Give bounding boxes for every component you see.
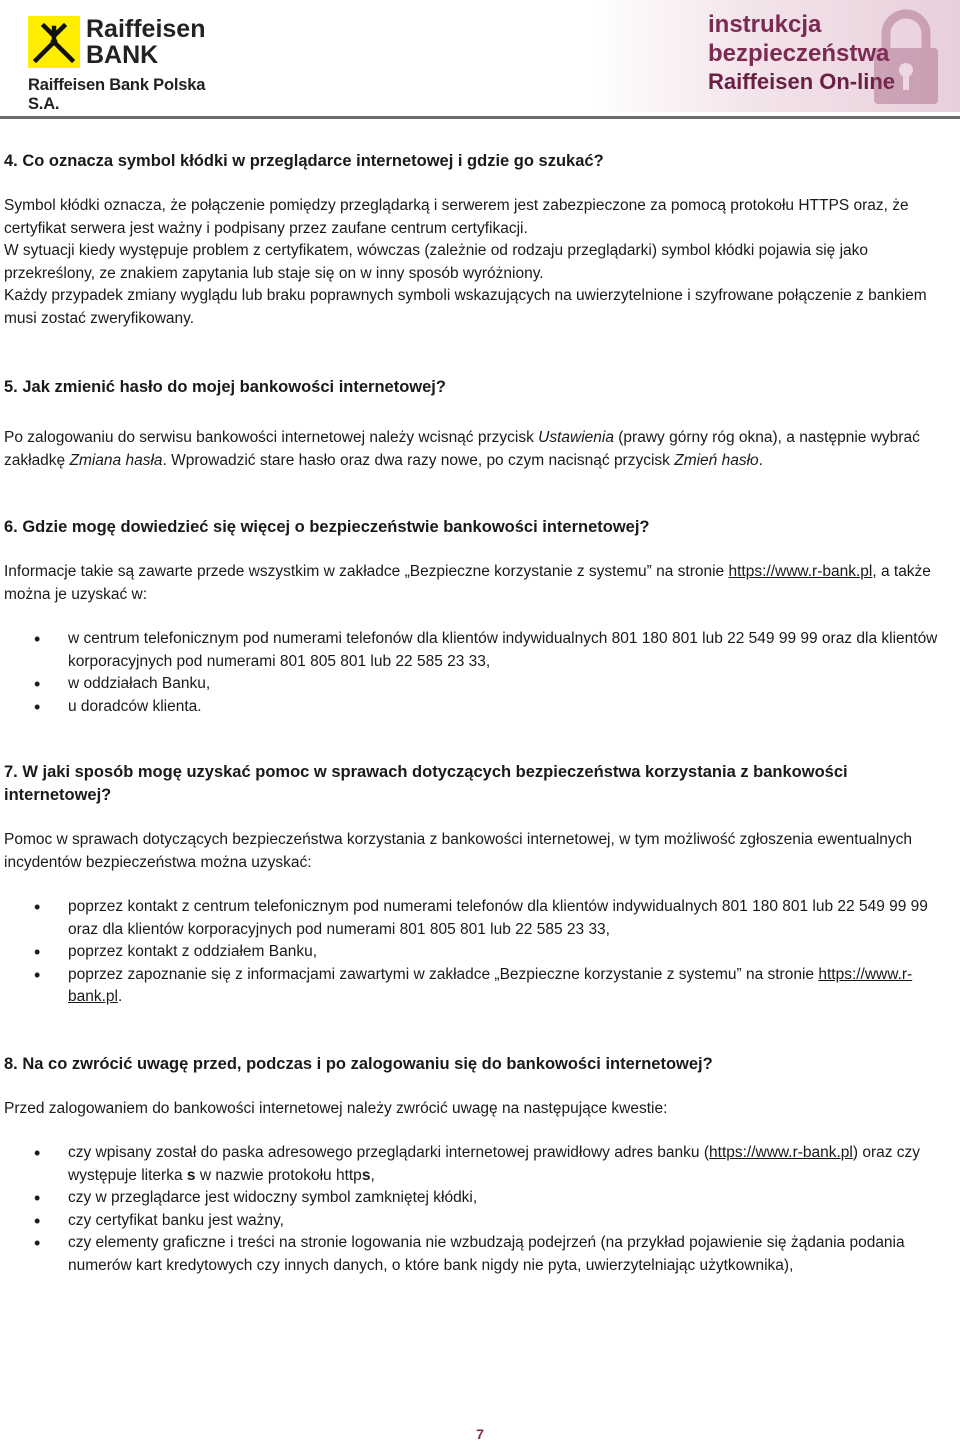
page-header — [0, 0, 960, 118]
r-bank-link[interactable]: https://www.r-bank.pl — [68, 965, 913, 1005]
section-8-paragraph: Przed zalogowaniem do bankowości internetowej należy zwrócić uwagę na następujące kwestie: — [4, 1099, 668, 1117]
section-5-paragraph — [4, 427, 956, 472]
list-item: • w centrum telefonicznym pod numerami telefonów dla klientów indywidualnych 801 180 801 lub 22 549 99 99 oraz dla klientów korporacyjnych pod numerami 801 805 801 lub 22 585 23 33, — [4, 628, 956, 673]
banner-title — [708, 10, 895, 96]
document-body — [0, 120, 960, 1277]
section-7-title: 7. W jaki sposób mogę uzyskać pomoc w sprawach dotyczących bezpieczeństwa korzystania z bankowości internetowej? — [4, 763, 848, 804]
section-6-paragraph — [4, 561, 956, 606]
section-7-paragraph: Pomoc w sprawach dotyczących bezpieczeństwa korzystania z bankowości internetowej, w tym możliwość zgłoszenia ewentualnych incydentów bezpieczeństwa można uzyskać: — [4, 831, 913, 871]
list-item: • czy w przeglądarce jest widoczny symbol zamkniętej kłódki, — [4, 1187, 956, 1210]
text-run: Informacje takie są zawarte przede wszystkim w zakładce „Bezpieczne korzystanie z systemu” na stronie — [4, 563, 729, 580]
list-item: • poprzez kontakt z oddziałem Banku, — [4, 941, 956, 964]
text-run: . Wprowadzić stare hasło oraz dwa razy nowe, po czym nacisnąć przycisk — [162, 451, 675, 469]
section-6-title: 6. Gdzie mogę dowiedzieć się więcej o bezpieczeństwie bankowości internetowej? — [4, 518, 650, 536]
section-8-title: 8. Na co zwrócić uwagę przed, podczas i po zalogowaniu się do bankowości internetowej? — [4, 1054, 713, 1073]
list-item: • czy certyfikat banku jest ważny, — [4, 1210, 956, 1233]
logo-bank-name: Raiffeisen BANK — [86, 15, 206, 69]
list-item: • czy elementy graficzne i treści na stronie logowania nie wzbudzają podejrzeń (na przykład pojawienie się żądania podania numerów kart kredytowych czy innych danych, o które bank nigdy nie pyta, uwierzytelniając użytkownika), — [4, 1232, 956, 1277]
text-run: Po zalogowaniu do serwisu bankowości internetowej należy wcisnąć przycisk — [4, 429, 539, 446]
section-7-list — [4, 896, 956, 1009]
text-run: (prawy górny róg okna), a następnie wybrać zakładkę — [4, 429, 920, 469]
section-4-paragraph-1: Symbol kłódki oznacza, że połączenie pomiędzy przeglądarką i serwerem jest zabezpieczone za pomocą protokołu HTTPS oraz, że certyfikat serwera jest ważny i podpisany przez zaufane centrum certyfikacji. — [4, 197, 909, 237]
text-run: . — [758, 451, 763, 469]
text-run: , — [370, 1166, 375, 1184]
emphasis-s: s — [361, 1166, 371, 1184]
text-run: w nazwie protokołu http — [195, 1166, 362, 1184]
header-divider — [0, 116, 960, 119]
r-bank-link[interactable]: https://www.r-bank.pl — [709, 1144, 853, 1161]
text-run: . — [117, 988, 123, 1005]
settings-reference: Ustawienia — [538, 429, 614, 446]
section-6-list — [4, 628, 956, 718]
page-number: 7 — [476, 1426, 484, 1442]
banner-line-3: Raiffeisen On-line — [708, 69, 896, 94]
list-item: • u doradców klienta. — [4, 696, 956, 719]
list-item: • poprzez kontakt z centrum telefonicznym pod numerami telefonów dla klientów indywidualnych 801 180 801 lub 22 549 99 99 oraz dla klientów korporacyjnych pod numerami 801 805 801 lub 22 585 23 33, — [4, 896, 956, 941]
text-run: , a także można je uzyskać w: — [4, 563, 931, 603]
r-bank-link[interactable]: https://www.r-bank.pl — [728, 563, 873, 580]
logo-subtitle: Raiffeisen Bank Polska S.A. — [28, 76, 206, 113]
section-4-title: 4. Co oznacza symbol kłódki w przeglądarce internetowej i gdzie go szukać? — [4, 152, 604, 170]
padlock-icon — [868, 6, 944, 106]
change-password-tab-reference: Zmiana hasła — [69, 451, 163, 469]
banner-line-2: bezpieczeństwa — [708, 40, 890, 67]
logo-emblem-icon — [28, 16, 80, 68]
raiffeisen-logo — [28, 15, 238, 113]
section-4-paragraph-2: W sytuacji kiedy występuje problem z certyfikatem, wówczas (zależnie od rodzaju przeglądarki) symbol kłódki pojawia się jako przekreślony, ze znakiem zapytania lub staje się on w inny sposób wyróżniony. — [4, 242, 869, 282]
security-banner — [590, 0, 960, 112]
list-item: • w oddziałach Banku, — [4, 673, 956, 696]
text-run: poprzez zapoznanie się z informacjami zawartymi w zakładce „Bezpieczne korzystanie z systemu” na stronie — [68, 965, 819, 983]
list-item — [4, 964, 956, 1009]
section-5-title: 5. Jak zmienić hasło do mojej bankowości internetowej? — [4, 378, 446, 396]
section-8-list — [4, 1142, 956, 1277]
text-run: ) oraz czy występuje literka — [68, 1144, 921, 1184]
section-4-paragraph-3: Każdy przypadek zmiany wyglądu lub braku poprawnych symboli wskazujących na uwierzytelnione i szyfrowane połączenie z bankiem musi zostać zweryfikowany. — [4, 287, 927, 327]
text-run: czy wpisany został do paska adresowego przeglądarki internetowej prawidłowy adres banku ( — [68, 1144, 710, 1161]
emphasis-s: s — [186, 1166, 196, 1184]
change-password-button-reference: Zmień hasło — [674, 451, 759, 469]
list-item — [4, 1142, 956, 1187]
banner-line-1: instrukcja — [708, 11, 822, 38]
